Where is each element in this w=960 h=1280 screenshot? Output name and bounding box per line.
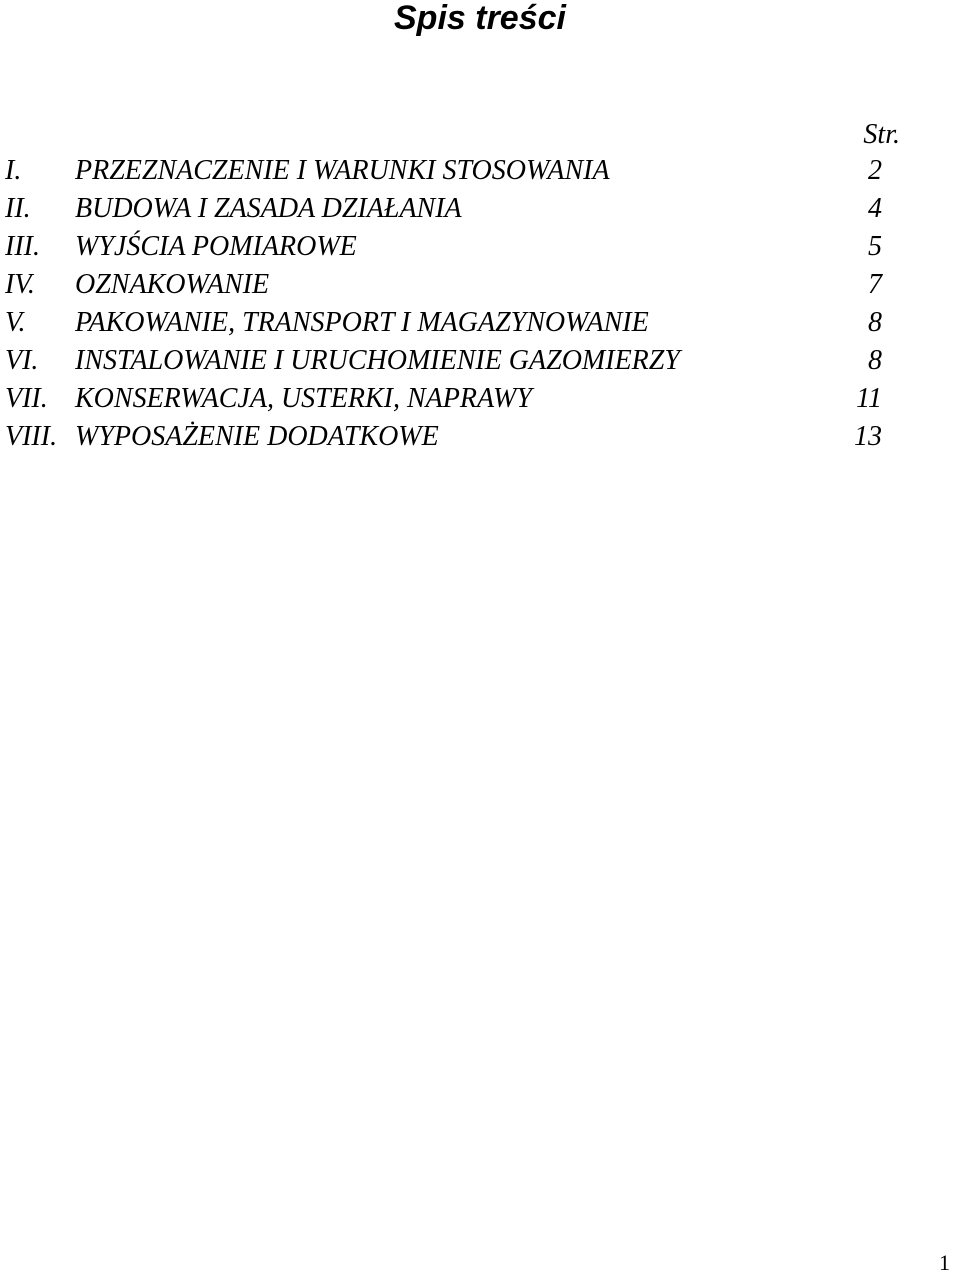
toc-entry-page: 4 (868, 193, 882, 224)
toc-entry-label: INSTALOWANIE I URUCHOMIENIE GAZOMIERZY (75, 345, 680, 376)
toc-entry (0, 418, 960, 456)
toc-entry-number: VII. (5, 383, 48, 414)
toc-entry-page: 7 (868, 269, 882, 300)
page-title: Spis treści (394, 0, 566, 37)
toc-entry-page: 8 (868, 345, 882, 376)
toc-entry-label: KONSERWACJA, USTERKI, NAPRAWY (75, 383, 532, 414)
toc-entry-number: III. (5, 231, 40, 262)
toc-entry-label: WYJŚCIA POMIAROWE (75, 231, 357, 262)
toc-entry (0, 190, 960, 228)
toc-entry-page: 2 (868, 155, 882, 186)
footer-page-number: 1 (939, 1250, 950, 1275)
toc-entry-page: 11 (856, 383, 882, 414)
toc-entry (0, 380, 960, 418)
toc-entry-page: 5 (868, 231, 882, 262)
toc-entry-label: BUDOWA I ZASADA DZIAŁANIA (75, 193, 462, 224)
toc-entry-number: VIII. (5, 421, 58, 452)
toc-entry-page: 13 (854, 421, 882, 452)
toc-entry-number: V. (5, 307, 26, 338)
toc-entry-label: WYPOSAŻENIE DODATKOWE (75, 421, 439, 452)
toc-entry-number: VI. (5, 345, 39, 376)
toc-entry-number: I. (5, 155, 22, 186)
page-column-header: Str. (863, 119, 900, 150)
toc-entry (0, 266, 960, 304)
toc-entry (0, 304, 960, 342)
toc-entry-number: II. (5, 193, 31, 224)
toc-entry-label: PAKOWANIE, TRANSPORT I MAGAZYNOWANIE (75, 307, 649, 338)
toc-entry-number: IV. (5, 269, 35, 300)
toc-entry-page: 8 (868, 307, 882, 338)
toc-entry-label: PRZEZNACZENIE I WARUNKI STOSOWANIA (75, 155, 610, 186)
toc-entries (0, 152, 960, 456)
toc-entry (0, 342, 960, 380)
toc-entry-label: OZNAKOWANIE (75, 269, 270, 300)
toc-entry (0, 152, 960, 190)
toc-entry (0, 228, 960, 266)
